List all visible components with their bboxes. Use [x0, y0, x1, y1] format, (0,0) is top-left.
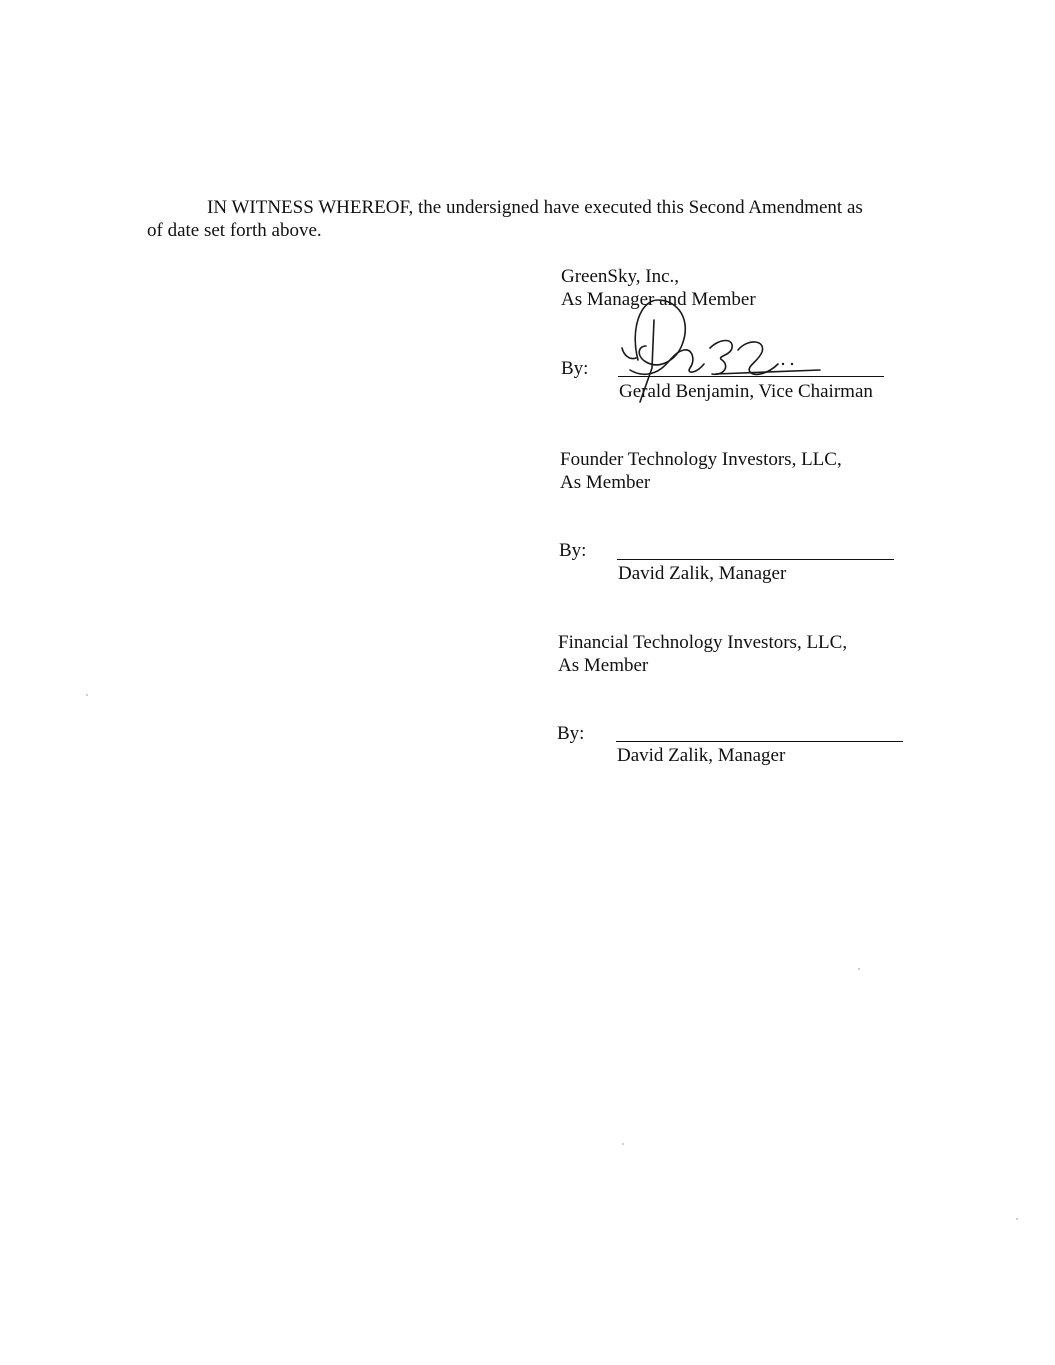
scan-speck: [1016, 1218, 1018, 1220]
scan-speck: [86, 694, 88, 696]
handwritten-signature: [600, 290, 830, 410]
signature-block-founder-technology: [560, 448, 900, 494]
entity-name: GreenSky, Inc.,: [561, 266, 680, 287]
signer-name: David Zalik, Manager: [617, 745, 786, 766]
signer-name: Gerald Benjamin, Vice Chairman: [619, 381, 873, 402]
entity-name: Founder Technology Investors, LLC,: [560, 449, 842, 470]
signature-block-financial-technology: [558, 631, 898, 677]
entity-capacity: As Manager and Member: [561, 289, 756, 310]
by-label: By:: [559, 540, 587, 561]
signature-line: [617, 559, 894, 560]
witness-clause: [147, 196, 907, 242]
witness-clause-line-1: IN WITNESS WHEREOF, the undersigned have executed this Second Amendment as: [207, 197, 863, 218]
scan-speck: [622, 1143, 624, 1145]
by-label: By:: [561, 358, 589, 379]
entity-capacity: As Member: [558, 655, 649, 676]
entity-name: Financial Technology Investors, LLC,: [558, 632, 848, 653]
entity-capacity: As Member: [560, 472, 651, 493]
signature-line: [616, 741, 903, 742]
witness-clause-line-2: of date set forth above.: [147, 220, 322, 241]
by-label: By:: [557, 723, 585, 744]
signer-name: David Zalik, Manager: [618, 563, 787, 584]
scan-speck: [858, 968, 860, 970]
